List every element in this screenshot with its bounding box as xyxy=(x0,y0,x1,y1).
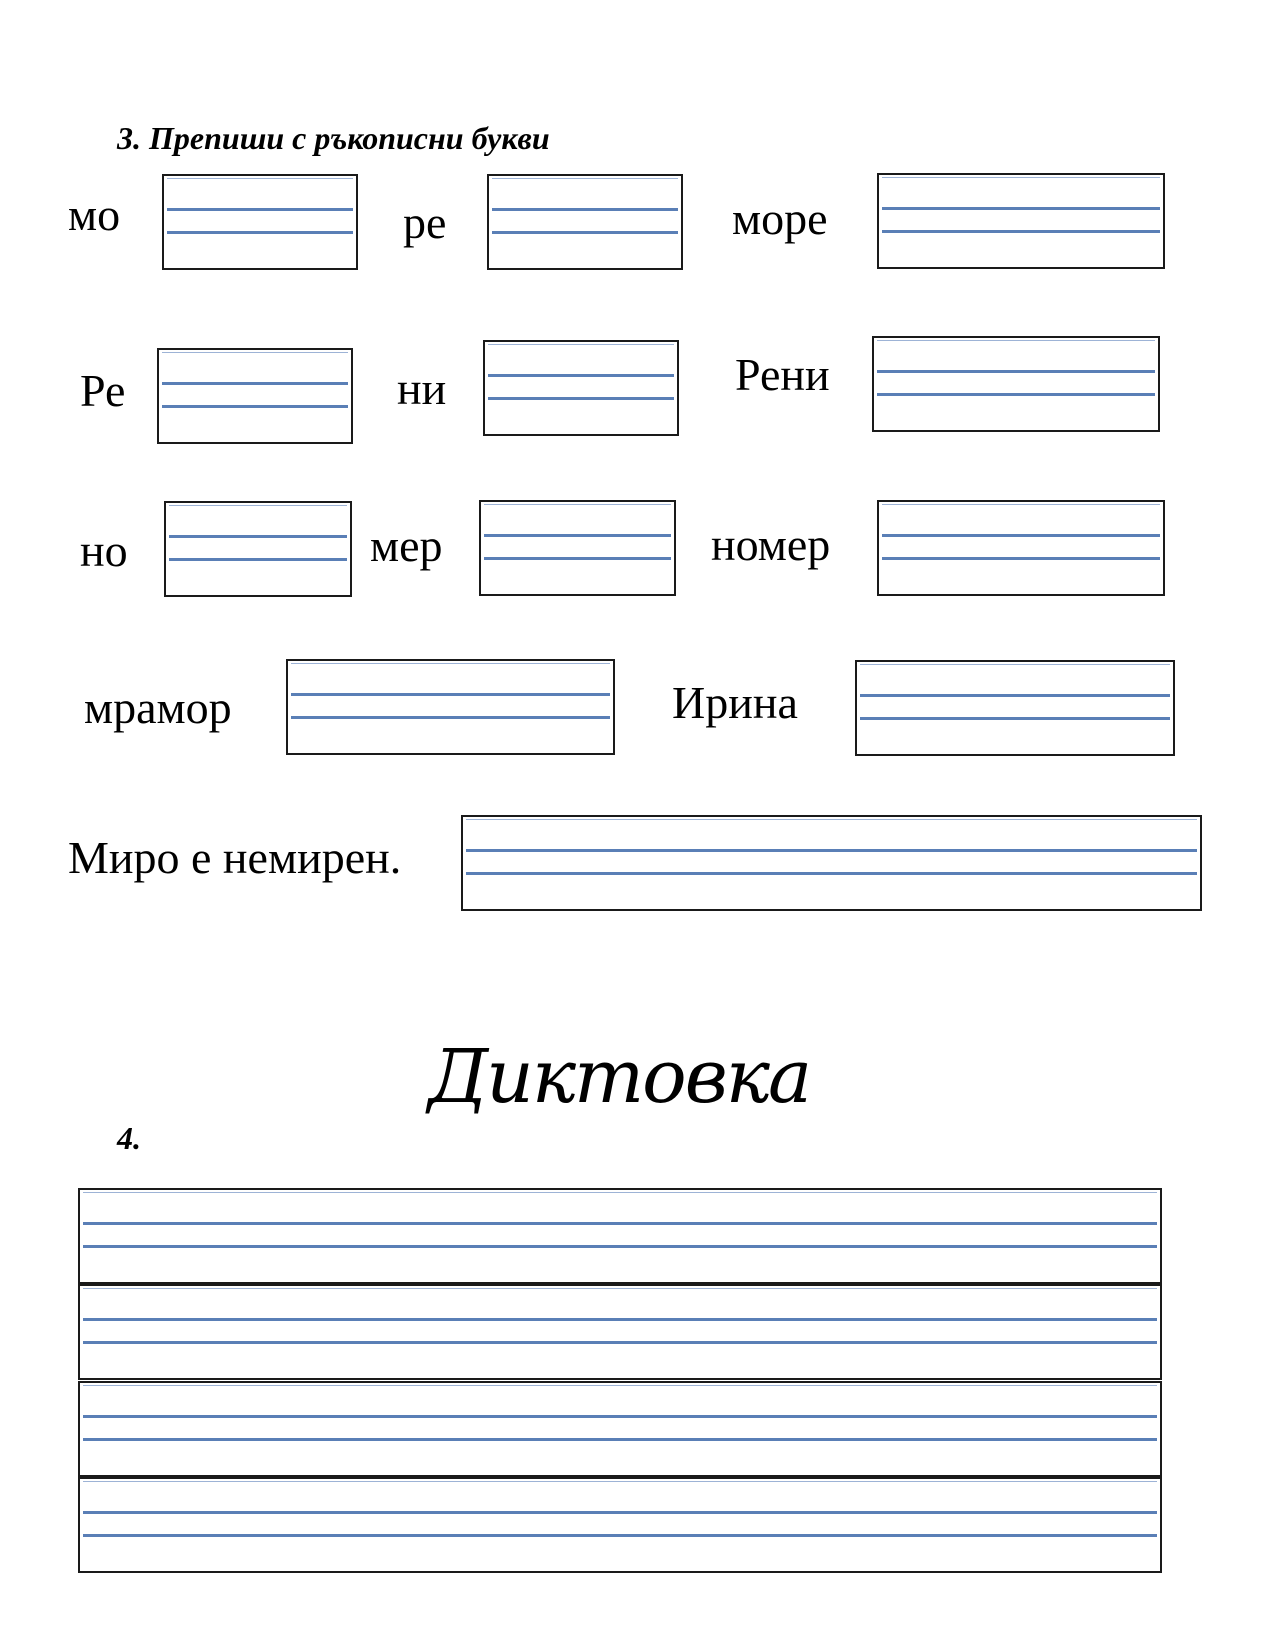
word-mramor: мрамор xyxy=(84,682,232,733)
sentence-miro: Миро е немирен. xyxy=(68,832,402,883)
writing-box-mer[interactable] xyxy=(479,500,676,596)
dictation-line-2[interactable] xyxy=(78,1284,1162,1380)
writing-box-ni[interactable] xyxy=(483,340,679,436)
dictation-title: Диктовка xyxy=(428,1034,811,1120)
word-re-capital: Ре xyxy=(80,365,126,416)
writing-box-no[interactable] xyxy=(164,501,352,597)
exercise-3-heading: 3. Препиши с ръкописни букви xyxy=(117,120,550,156)
word-no: но xyxy=(80,525,128,576)
word-mo: мо xyxy=(68,189,121,240)
exercise-4-number: 4. xyxy=(117,1120,141,1156)
word-re: ре xyxy=(403,197,447,248)
dictation-line-4[interactable] xyxy=(78,1477,1162,1573)
writing-box-nomer[interactable] xyxy=(877,500,1165,596)
writing-box-sentence[interactable] xyxy=(461,815,1202,911)
writing-box-mramor[interactable] xyxy=(286,659,615,755)
word-reni: Рени xyxy=(735,349,830,400)
word-ni: ни xyxy=(397,363,447,414)
writing-box-reni[interactable] xyxy=(872,336,1160,432)
word-mer: мер xyxy=(370,520,443,571)
writing-box-more[interactable] xyxy=(877,173,1165,269)
writing-box-mo[interactable] xyxy=(162,174,358,270)
writing-box-re-capital[interactable] xyxy=(157,348,353,444)
dictation-line-3[interactable] xyxy=(78,1381,1162,1477)
writing-box-irina[interactable] xyxy=(855,660,1175,756)
word-irina: Ирина xyxy=(672,677,798,728)
word-nomer: номер xyxy=(711,519,831,570)
writing-box-re[interactable] xyxy=(487,174,683,270)
dictation-line-1[interactable] xyxy=(78,1188,1162,1284)
word-more: море xyxy=(732,193,828,244)
